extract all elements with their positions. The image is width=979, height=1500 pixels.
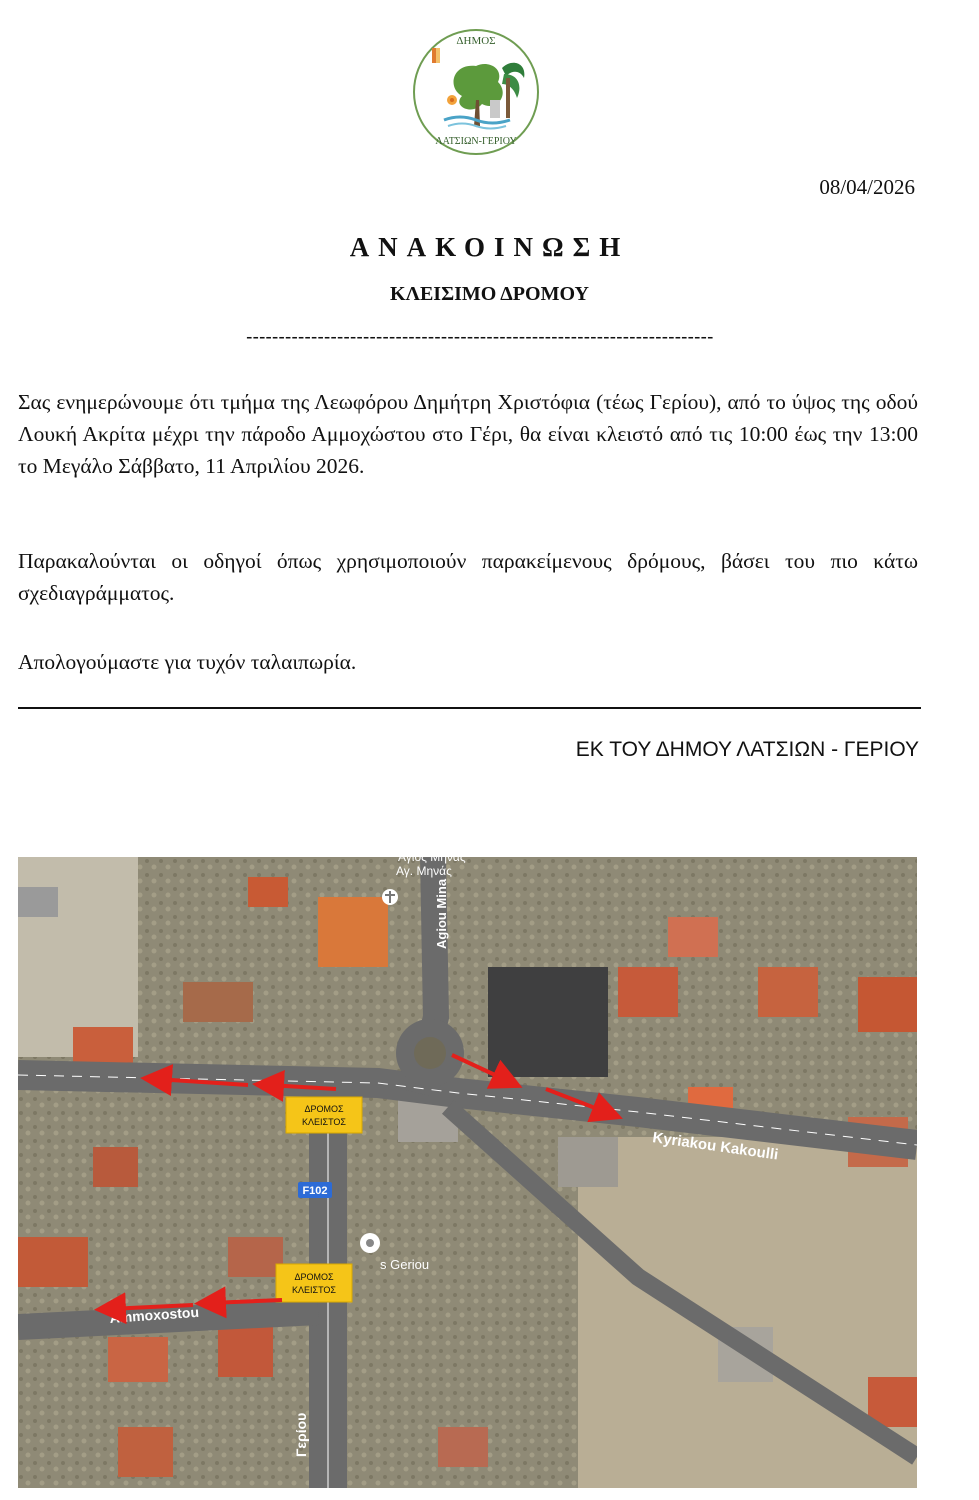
closed-road-label-2: [276, 1264, 352, 1302]
svg-text:ΔΡΟΜΟΣ: ΔΡΟΜΟΣ: [294, 1272, 334, 1282]
paragraph-apology: Απολογούμαστε για τυχόν ταλαιπωρία.: [18, 650, 357, 674]
map-label-ammoxostou: Ammoxostou: [109, 1303, 200, 1326]
logo-bottom-text: ΛΑΤΣΙΩΝ-ΓΕΡΙΟΥ: [435, 136, 517, 147]
map-label-geriou: Γερίου: [293, 1412, 309, 1457]
road-badge-text: F102: [302, 1185, 328, 1197]
logo-top-text: ΔΗΜΟΣ: [456, 35, 496, 47]
dashed-separator: ------------------------------------------------------------------------: [246, 326, 714, 346]
municipality-logo: [392, 8, 560, 176]
map-label-place: s Geriou: [380, 1257, 430, 1272]
announcement-date: 08/04/2026: [819, 175, 915, 199]
page-subtitle: ΚΛΕΙΣΙΜΟ ΔΡΟΜΟΥ: [390, 283, 589, 305]
svg-text:ΚΛΕΙΣΤΟΣ: ΚΛΕΙΣΤΟΣ: [292, 1285, 336, 1295]
svg-text:ΔΡΟΜΟΣ: ΔΡΟΜΟΣ: [304, 1104, 344, 1114]
closed-road-label-1: [286, 1097, 362, 1133]
page-title: ΑΝΑΚΟΙΝΩΣΗ: [349, 232, 630, 262]
map-label-church-2: Αγ. Μηνάς: [396, 864, 452, 878]
signature: ΕΚ ΤΟΥ ΔΗΜΟΥ ΛΑΤΣΙΩΝ - ΓΕΡΙΟΥ: [575, 738, 919, 761]
map-label-church-1: Άγιος Μηνάς: [398, 857, 466, 864]
map-label-agiou-mina: Agiou Mina: [434, 878, 449, 949]
paragraph-detour-request: Παρακαλούνται οι οδηγοί όπως χρησιμοποιούν παρακείμενους δρόμους, βάσει του πιο κάτω σχεδιαγράμματος.: [18, 549, 918, 605]
paragraph-closure-details: Σας ενημερώνουμε ότι τμήμα της Λεωφόρου Δημήτρη Χριστόφια (τέως Γερίου), από το ύψος της οδού Λουκή Ακρίτα μέχρι την πάροδο Αμμοχώστου στο Γέρι, θα είναι κλειστό από τις 10:00 έως την 13:00 το Μεγάλο Σάββατο, 11 Απριλίου 2026.: [18, 390, 918, 478]
horizontal-rule: [18, 707, 921, 709]
svg-text:ΚΛΕΙΣΤΟΣ: ΚΛΕΙΣΤΟΣ: [302, 1117, 346, 1127]
closure-map: [18, 857, 917, 1488]
map-label-kyriakou-kakoulli: Kyriakou Kakoulli: [651, 1129, 780, 1164]
